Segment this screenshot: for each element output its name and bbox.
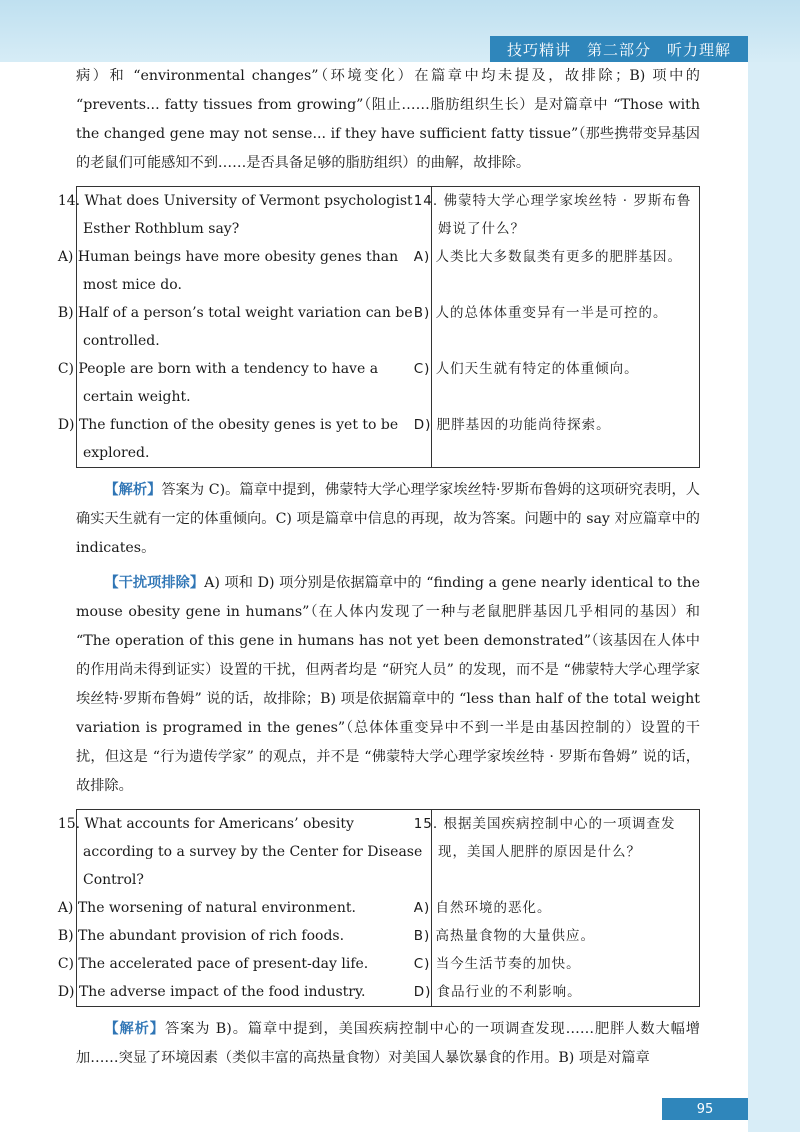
page-content <box>57 62 700 1073</box>
q14-option-b-zh: B) 人的总体体重变异有一半是可控的。 <box>413 305 668 321</box>
q14-option-b-en: B) Half of a person’s total weight variation can be controlled. <box>77 299 432 355</box>
q15-option-d-zh: D) 食品行业的不利影响。 <box>413 984 582 1000</box>
intro-paragraph: 病）和 “environmental changes”（环境变化）在篇章中均未提及，故排除；B) 项中的 “prevents... fatty tissues from growing”（阻止……脂肪组织生长）是对篇章中 “Those with the changed gene may not sense... if they have sufficient fatty tissue”（那些携带变异基因的老鼠们可能感知不到……是否具备足够的脂肪组织）的曲解，故排除。 <box>76 68 700 171</box>
question-15-table <box>57 809 700 1007</box>
question-14-table <box>57 186 700 468</box>
analysis-15 <box>76 1015 700 1073</box>
page-number: 95 <box>662 1098 748 1120</box>
analysis-tag: 【解析】 <box>104 482 162 498</box>
analysis-14 <box>76 476 700 563</box>
q15-option-c-en: C) The accelerated pace of present-day life. <box>77 950 432 978</box>
q15-option-b-zh: B) 高热量食物的大量供应。 <box>413 928 596 944</box>
distractor-tag: 【干扰项排除】 <box>104 575 205 591</box>
q15-stem-zh: 15. 根据美国疾病控制中心的一项调查发现，美国人肥胖的原因是什么？ <box>413 816 676 860</box>
analysis-14-text: 答案为 C)。篇章中提到，佛蒙特大学心理学家埃丝特·罗斯布鲁姆的这项研究表明，人确实天生就有一定的体重倾向。C) 项是篇章中信息的再现，故为答案。问题中的 say 对应篇章中的 indicates。 <box>76 482 700 556</box>
section-title: 技巧精讲 第二部分 听力理解 <box>490 36 748 62</box>
q15-option-a-en: A) The worsening of natural environment. <box>77 894 432 922</box>
q14-stem-en: 14. What does University of Vermont psychologist Esther Rothblum say? <box>77 187 432 244</box>
q15-option-a-zh: A) 自然环境的恶化。 <box>413 900 552 916</box>
q15-option-d-en: D) The adverse impact of the food industry. <box>77 978 432 1007</box>
q14-option-a-zh: A) 人类比大多数鼠类有更多的肥胖基因。 <box>413 249 682 265</box>
header-bar <box>0 0 800 62</box>
analysis-15-text: 答案为 B)。篇章中提到，美国疾病控制中心的一项调查发现……肥胖人数大幅增加……突显了环境因素（类似丰富的高热量食物）对美国人暴饮暴食的作用。B) 项是对篇章 <box>76 1021 700 1066</box>
q15-stem-en: 15. What accounts for Americans’ obesity according to a survey by the Center for Disease Control? <box>77 810 432 895</box>
q14-option-a-en: A) Human beings have more obesity genes than most mice do. <box>77 243 432 299</box>
q15-option-b-en: B) The abundant provision of rich foods. <box>77 922 432 950</box>
q14-option-c-zh: C) 人们天生就有特定的体重倾向。 <box>413 361 639 377</box>
q14-stem-zh: 14. 佛蒙特大学心理学家埃丝特 · 罗斯布鲁姆说了什么？ <box>413 193 692 237</box>
page-edge-strip <box>748 62 800 1132</box>
q15-option-c-zh: C) 当今生活节奏的加快。 <box>413 956 581 972</box>
analysis-tag: 【解析】 <box>104 1021 165 1037</box>
distractor-14-text: A) 项和 D) 项分别是依据篇章中的 “finding a gene nearly identical to the mouse obesity gene in humans”（在人体内发现了一种与老鼠肥胖基因几乎相同的基因）和 “The operation of this gene in humans has not yet been demonstrated”（该基因在人体中的作用尚未得到证实）设置的干扰，但两者均是 “研究人员” 的发现，而不是 “佛蒙特大学心理学家埃丝特·罗斯布鲁姆” 说的话，故排除；B) 项是依据篇章中的 “less than half of the total weight variation is programed in the genes”（总体体重变异中不到一半是由基因控制的）设置的干扰，但这是 “行为遗传学家” 的观点，并不是 “佛蒙特大学心理学家埃丝特 · 罗斯布鲁姆” 说的话，故排除。 <box>76 575 700 794</box>
q14-option-c-en: C) People are born with a tendency to have a certain weight. <box>77 355 432 411</box>
distractor-14 <box>76 569 700 801</box>
q14-option-d-en: D) The function of the obesity genes is yet to be explored. <box>77 411 432 468</box>
q14-option-d-zh: D) 肥胖基因的功能尚待探索。 <box>413 417 611 433</box>
